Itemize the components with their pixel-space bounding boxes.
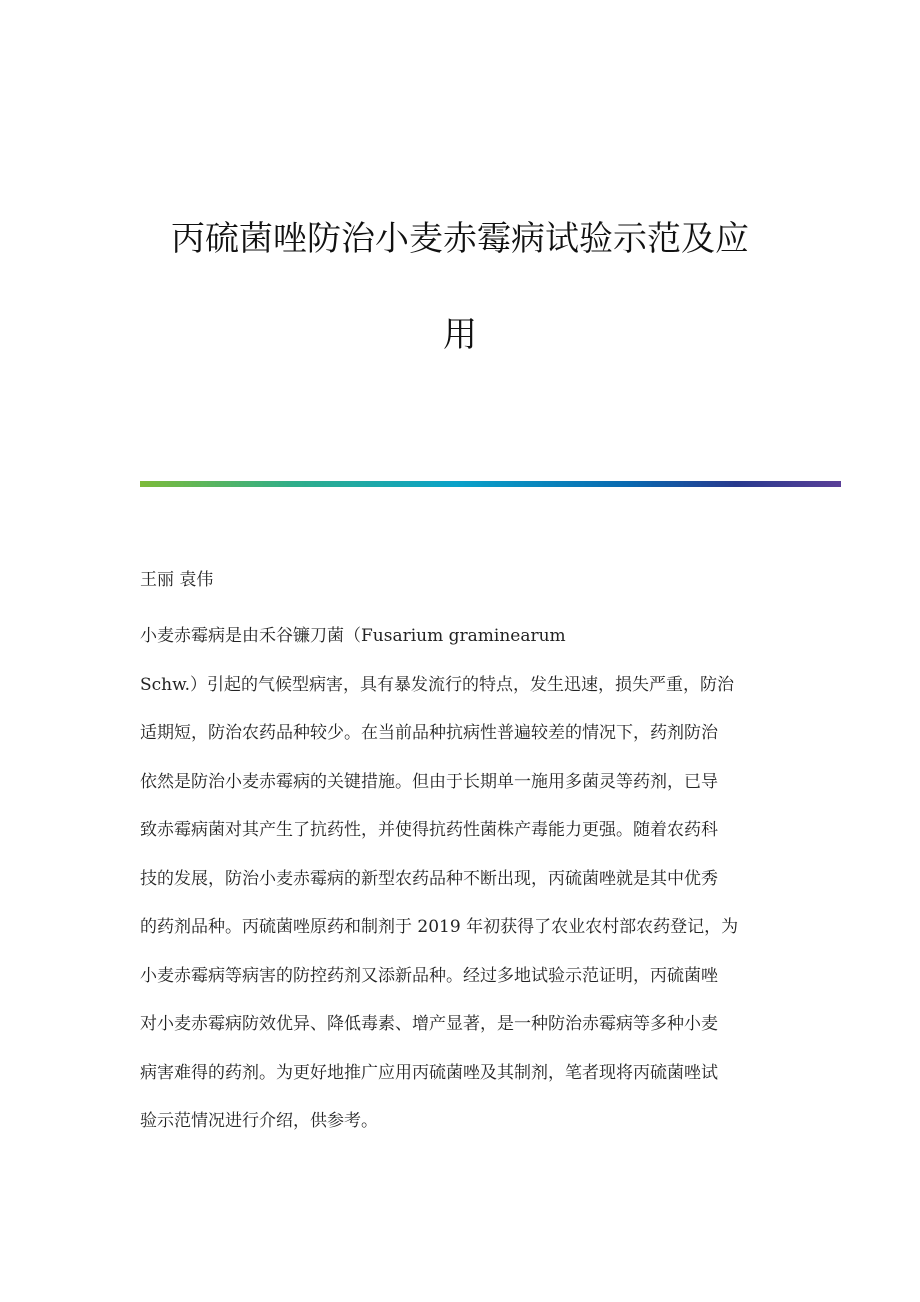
paragraph-line: 病害难得的药剂。为更好地推广应用丙硫菌唑及其制剂，笔者现将丙硫菌唑试 bbox=[140, 1062, 718, 1083]
abstract-paragraph bbox=[140, 624, 780, 1158]
paragraph-line: 小麦赤霉病等病害的防控药剂又添新品种。经过多地试验示范证明，丙硫菌唑 bbox=[140, 965, 718, 986]
paragraph-line: 小麦赤霉病是由禾谷镰刀菌（Fusarium graminearum bbox=[140, 626, 566, 646]
paragraph-line: 对小麦赤霉病防效优异、降低毒素、增产显著，是一种防治赤霉病等多种小麦 bbox=[140, 1014, 718, 1034]
title-line-1: 丙硫菌唑防治小麦赤霉病试验示范及应 bbox=[171, 219, 749, 259]
paragraph-line: 技的发展，防治小麦赤霉病的新型农药品种不断出现，丙硫菌唑就是其中优秀 bbox=[140, 868, 718, 889]
paragraph-line: 适期短，防治农药品种较少。在当前品种抗病性普遍较差的情况下，药剂防治 bbox=[140, 723, 718, 743]
paragraph-line: 致赤霉病菌对其产生了抗药性，并使得抗药性菌株产毒能力更强。随着农药科 bbox=[140, 820, 718, 840]
paragraph-line: 的药剂品种。丙硫菌唑原药和制剂于 2019 年初获得了农业农村部农药登记，为 bbox=[140, 917, 739, 937]
gradient-divider bbox=[140, 481, 841, 487]
title-line-2: 用 bbox=[443, 315, 477, 355]
paragraph-line: 依然是防治小麦赤霉病的关键措施。但由于长期单一施用多菌灵等药剂，已导 bbox=[140, 771, 718, 792]
paragraph-line: Schw.）引起的气候型病害，具有暴发流行的特点，发生迅速，损失严重，防治 bbox=[140, 674, 735, 695]
author-line: 王丽 袁伟 bbox=[140, 570, 214, 590]
paragraph-line: 验示范情况进行介绍，供参考。 bbox=[140, 1111, 378, 1131]
